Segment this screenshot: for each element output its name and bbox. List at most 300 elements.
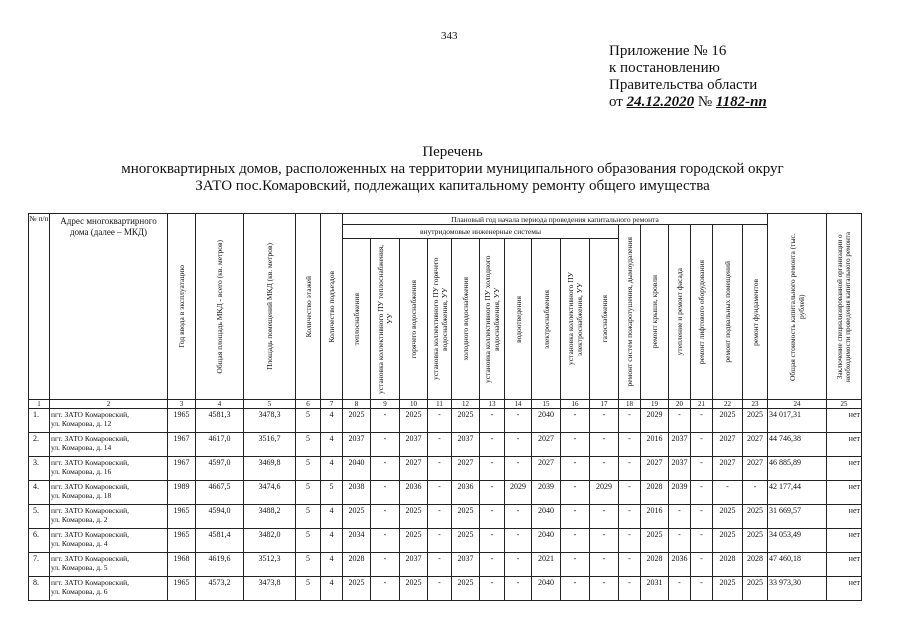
planned-year-cell: 2025: [743, 505, 768, 529]
header-entrances-cell: [321, 214, 343, 400]
planned-year-cell: 2025: [400, 505, 428, 529]
conclusion-cell: нет: [827, 529, 862, 553]
premises-cell: 3516,7: [244, 433, 296, 457]
address-line: ул. Комарова, д. 12: [51, 419, 112, 428]
planned-year-cell: -: [480, 529, 505, 553]
column-number: 12: [452, 400, 480, 409]
address-cell: [50, 577, 168, 601]
header-foundation-cell: [743, 225, 768, 400]
planned-year-cell: -: [371, 433, 400, 457]
table-row: [29, 433, 862, 457]
planned-year-cell: 2039: [532, 481, 561, 505]
header-foundation: ремонт фундаментов: [750, 278, 760, 346]
title-line-2: многоквартирных домов, расположенных на территории муниципального образования городской округ: [121, 161, 784, 177]
planned-year-cell: -: [743, 481, 768, 505]
planned-year-cell: -: [619, 433, 641, 457]
planned-year-cell: 2025: [452, 529, 480, 553]
planned-year-cell: -: [428, 409, 452, 433]
column-number: 23: [743, 400, 768, 409]
address-line: пгт. ЗАТО Комаровский,: [51, 506, 129, 515]
planned-year-cell: 2027: [400, 457, 428, 481]
cost-cell: 31 669,57: [768, 505, 827, 529]
row-number: 4.: [29, 481, 50, 505]
column-number: 2: [50, 400, 168, 409]
planned-year-cell: -: [561, 553, 590, 577]
column-number: 25: [827, 400, 862, 409]
planned-year-cell: 2025: [452, 505, 480, 529]
row-number: 2.: [29, 433, 50, 457]
entrances-cell: 4: [321, 457, 343, 481]
address-cell: [50, 481, 168, 505]
conclusion-cell: нет: [827, 433, 862, 457]
planned-year-cell: -: [480, 577, 505, 601]
planned-year-cell: -: [590, 409, 619, 433]
column-number: 5: [244, 400, 296, 409]
planned-year-cell: 2037: [400, 433, 428, 457]
header-conclusion-cell: [827, 214, 862, 400]
planned-year-cell: 2027: [532, 433, 561, 457]
row-number: 1.: [29, 409, 50, 433]
header-heating-meter: установка коллективного ПУ теплоснабжения, УУ: [376, 244, 394, 394]
appendix-date-line: [609, 94, 767, 111]
header-floors: Количество этажей: [303, 275, 313, 338]
table-row: [29, 409, 862, 433]
row-number: 7.: [29, 553, 50, 577]
cost-cell: 44 746,38: [768, 433, 827, 457]
planned-year-cell: -: [590, 577, 619, 601]
planned-year-cell: -: [619, 481, 641, 505]
planned-year-cell: -: [691, 505, 713, 529]
column-number: 15: [532, 400, 561, 409]
planned-year-cell: 2036: [400, 481, 428, 505]
planned-year-cell: 2021: [532, 553, 561, 577]
planned-year-cell: -: [561, 457, 590, 481]
planned-year-cell: 2028: [343, 553, 371, 577]
planned-year-cell: -: [561, 409, 590, 433]
planned-year-cell: -: [619, 577, 641, 601]
floors-cell: 5: [296, 409, 321, 433]
column-number: 22: [713, 400, 743, 409]
address-line: пгт. ЗАТО Комаровский,: [51, 530, 129, 539]
planned-year-cell: 2029: [590, 481, 619, 505]
area-cell: 4667,5: [196, 481, 244, 505]
column-number: 7: [321, 400, 343, 409]
column-number: 9: [371, 400, 400, 409]
cost-cell: 42 177,44: [768, 481, 827, 505]
header-electricity: электроснабжения: [541, 289, 551, 349]
planned-year-cell: 2025: [743, 577, 768, 601]
header-facade: утепление и ремонт фасада: [675, 268, 684, 356]
column-number: 1: [29, 400, 50, 409]
header-electricity-meter-cell: [561, 239, 590, 400]
area-cell: 4597,0: [196, 457, 244, 481]
planned-year-cell: 2029: [641, 409, 669, 433]
planned-year-cell: 2027: [452, 457, 480, 481]
planned-year-cell: -: [505, 529, 532, 553]
planned-year-cell: 2025: [343, 409, 371, 433]
address-cell: [50, 505, 168, 529]
planned-year-cell: -: [428, 457, 452, 481]
column-number: 19: [641, 400, 669, 409]
entrances-cell: 4: [321, 529, 343, 553]
year-cell: 1965: [168, 505, 196, 529]
planned-year-cell: -: [561, 529, 590, 553]
header-elevator-cell: [691, 225, 713, 400]
floors-cell: 5: [296, 577, 321, 601]
row-number: 3.: [29, 457, 50, 481]
cost-cell: 34 053,49: [768, 529, 827, 553]
planned-year-cell: -: [480, 457, 505, 481]
header-hot-water-cell: [400, 239, 428, 400]
floors-cell: 5: [296, 481, 321, 505]
address-line: ул. Комарова, д. 14: [51, 443, 112, 452]
premises-cell: 3474,6: [244, 481, 296, 505]
planned-year-cell: 2025: [400, 529, 428, 553]
header-heating-cell: [343, 239, 371, 400]
planned-year-cell: -: [561, 505, 590, 529]
planned-year-cell: 2036: [452, 481, 480, 505]
appendix-line-1: Приложение № 16: [609, 43, 727, 59]
conclusion-cell: нет: [827, 409, 862, 433]
planned-year-cell: -: [480, 409, 505, 433]
header-hot-water-meter: установка коллективного ПУ горячего водоснабжения, УУ: [430, 257, 449, 381]
floors-cell: 5: [296, 505, 321, 529]
address-line: пгт. ЗАТО Комаровский,: [51, 434, 129, 443]
premises-cell: 3478,3: [244, 409, 296, 433]
planned-year-cell: -: [371, 553, 400, 577]
planned-year-cell: -: [428, 529, 452, 553]
planned-year-cell: -: [561, 433, 590, 457]
planned-year-cell: -: [669, 505, 691, 529]
header-heating: теплоснабжения: [352, 292, 361, 346]
year-cell: 1965: [168, 409, 196, 433]
cost-cell: 47 460,18: [768, 553, 827, 577]
planned-year-cell: -: [619, 409, 641, 433]
planned-year-cell: -: [619, 457, 641, 481]
title-line-1: Перечень: [422, 144, 483, 160]
planned-year-cell: 2037: [669, 457, 691, 481]
planned-year-cell: -: [590, 529, 619, 553]
header-address: Адрес многоквартирного дома (далее – МКД): [50, 214, 168, 400]
header-basement: ремонт подвальных помещений: [723, 261, 732, 363]
planned-year-cell: 2025: [400, 577, 428, 601]
year-cell: 1967: [168, 457, 196, 481]
planned-year-cell: 2040: [343, 457, 371, 481]
header-year: Год ввода в эксплуатацию: [177, 265, 186, 348]
planned-year-cell: 2031: [641, 577, 669, 601]
conclusion-cell: нет: [827, 457, 862, 481]
planned-year-cell: 2040: [532, 505, 561, 529]
premises-cell: 3469,8: [244, 457, 296, 481]
number-sign: №: [697, 94, 713, 110]
planned-year-cell: -: [590, 553, 619, 577]
header-electricity-cell: [532, 239, 561, 400]
header-heating-meter-cell: [371, 239, 400, 400]
planned-year-cell: -: [691, 409, 713, 433]
entrances-cell: 4: [321, 505, 343, 529]
planned-year-cell: 2025: [641, 529, 669, 553]
planned-year-cell: -: [505, 409, 532, 433]
planned-year-cell: 2037: [669, 433, 691, 457]
planned-year-cell: -: [590, 457, 619, 481]
header-area-total: Общая площадь МКД - всего (кв. метров): [215, 239, 224, 374]
area-cell: 4581,4: [196, 529, 244, 553]
header-cost-cell: [768, 214, 827, 400]
premises-cell: 3512,3: [244, 553, 296, 577]
address-line: пгт. ЗАТО Комаровский,: [51, 482, 129, 491]
floors-cell: 5: [296, 433, 321, 457]
planned-year-cell: 2027: [713, 433, 743, 457]
header-roof-cell: [641, 225, 669, 400]
premises-cell: 3473,8: [244, 577, 296, 601]
address-cell: [50, 457, 168, 481]
column-number: 4: [196, 400, 244, 409]
cost-cell: 46 885,89: [768, 457, 827, 481]
planned-year-cell: 2025: [713, 577, 743, 601]
cost-cell: 34 017,31: [768, 409, 827, 433]
handwritten-date: 24.12.2020: [626, 94, 695, 110]
address-cell: [50, 409, 168, 433]
planned-year-cell: 2027: [743, 457, 768, 481]
planned-year-cell: 2028: [641, 481, 669, 505]
planned-year-cell: -: [590, 433, 619, 457]
planned-year-cell: 2028: [641, 553, 669, 577]
planned-year-cell: -: [371, 529, 400, 553]
appendix-line-2: к постановлению: [609, 60, 720, 76]
address-line: ул. Комарова, д. 5: [51, 563, 108, 572]
header-floors-cell: [296, 214, 321, 400]
header-planned-year: Плановый год начала периода проведения капитального ремонта: [343, 214, 768, 225]
address-line: пгт. ЗАТО Комаровский,: [51, 578, 129, 587]
row-number: 8.: [29, 577, 50, 601]
header-hot-water: горячего водоснабжения: [409, 279, 418, 359]
planned-year-cell: 2040: [532, 409, 561, 433]
planned-year-cell: -: [371, 457, 400, 481]
entrances-cell: 4: [321, 553, 343, 577]
planned-year-cell: -: [713, 481, 743, 505]
column-number: 14: [505, 400, 532, 409]
planned-year-cell: 2025: [343, 577, 371, 601]
planned-year-cell: -: [691, 481, 713, 505]
header-gas: газоснабжения: [599, 295, 609, 343]
planned-year-cell: -: [590, 505, 619, 529]
planned-year-cell: 2025: [713, 505, 743, 529]
table-row: [29, 553, 862, 577]
planned-year-cell: -: [505, 553, 532, 577]
planned-year-cell: 2025: [452, 409, 480, 433]
floors-cell: 5: [296, 529, 321, 553]
conclusion-cell: нет: [827, 553, 862, 577]
column-number: 11: [428, 400, 452, 409]
planned-year-cell: -: [371, 505, 400, 529]
year-cell: 1968: [168, 553, 196, 577]
planned-year-cell: -: [371, 409, 400, 433]
planned-year-cell: -: [480, 481, 505, 505]
table-row: [29, 457, 862, 481]
header-area-premises: Площадь помещений МКД (кв. метров): [265, 243, 274, 370]
premises-cell: 3488,2: [244, 505, 296, 529]
address-line: ул. Комарова, д. 6: [51, 587, 108, 596]
table-row: [29, 529, 862, 553]
planned-year-cell: -: [480, 505, 505, 529]
year-cell: 1967: [168, 433, 196, 457]
planned-year-cell: -: [480, 553, 505, 577]
planned-year-cell: -: [669, 529, 691, 553]
column-number: 16: [561, 400, 590, 409]
planned-year-cell: -: [428, 577, 452, 601]
planned-year-cell: 2036: [669, 553, 691, 577]
header-facade-cell: [669, 225, 691, 400]
header-hot-water-meter-cell: [428, 239, 452, 400]
year-cell: 1965: [168, 577, 196, 601]
conclusion-cell: нет: [827, 481, 862, 505]
address-line: пгт. ЗАТО Комаровский,: [51, 554, 129, 563]
planned-year-cell: 2025: [743, 529, 768, 553]
floors-cell: 5: [296, 553, 321, 577]
address-cell: [50, 553, 168, 577]
entrances-cell: 4: [321, 577, 343, 601]
planned-year-cell: -: [669, 409, 691, 433]
header-gas-cell: [590, 239, 619, 400]
conclusion-cell: нет: [827, 505, 862, 529]
floors-cell: 5: [296, 457, 321, 481]
planned-year-cell: -: [619, 553, 641, 577]
planned-year-cell: -: [619, 529, 641, 553]
planned-year-cell: -: [691, 433, 713, 457]
planned-year-cell: 2040: [532, 529, 561, 553]
table-row: [29, 577, 862, 601]
planned-year-cell: -: [428, 505, 452, 529]
planned-year-cell: 2025: [713, 409, 743, 433]
header-electricity-meter: установка коллективного ПУ электроснабжения, УУ: [566, 272, 584, 366]
planned-year-cell: 2027: [641, 457, 669, 481]
handwritten-number: 1182-пп: [715, 94, 767, 110]
entrances-cell: 4: [321, 409, 343, 433]
address-line: ул. Комарова, д. 4: [51, 539, 108, 548]
column-number: 6: [296, 400, 321, 409]
planned-year-cell: 2027: [713, 457, 743, 481]
planned-year-cell: 2025: [713, 529, 743, 553]
planned-year-cell: -: [505, 433, 532, 457]
planned-year-cell: 2016: [641, 505, 669, 529]
planned-year-cell: 2029: [505, 481, 532, 505]
appendix-line-3: Правительства области: [609, 77, 758, 93]
planned-year-cell: 2025: [743, 409, 768, 433]
planned-year-cell: 2025: [343, 505, 371, 529]
column-number: 24: [768, 400, 827, 409]
planned-year-cell: -: [480, 433, 505, 457]
header-sewerage-cell: [505, 239, 532, 400]
title-line-3: ЗАТО пос.Комаровский, подлежащих капитальному ремонту общего имущества: [195, 178, 710, 194]
header-row-1: [29, 214, 862, 225]
planned-year-cell: -: [505, 457, 532, 481]
planned-year-cell: 2037: [452, 433, 480, 457]
column-number: 13: [480, 400, 505, 409]
header-engineering: внутридомовые инженерные системы: [343, 225, 619, 239]
planned-year-cell: -: [669, 577, 691, 601]
header-cold-water-meter: установка коллективного ПУ холодного водоснабжения, УУ: [483, 255, 501, 383]
header-cold-water-meter-cell: [480, 239, 505, 400]
column-number: 10: [400, 400, 428, 409]
repair-table: [28, 213, 862, 601]
address-line: ул. Комарова, д. 18: [51, 491, 112, 500]
planned-year-cell: 2016: [641, 433, 669, 457]
header-fire: ремонт систем пожаротушения, дымоудаления: [625, 237, 634, 387]
header-total-cost: Общая стоимость капитального ремонта (тыс. рублей): [788, 232, 806, 381]
planned-year-cell: -: [691, 529, 713, 553]
header-year-cell: [168, 214, 196, 400]
address-line: пгт. ЗАТО Комаровский,: [51, 458, 129, 467]
planned-year-cell: 2037: [452, 553, 480, 577]
planned-year-cell: -: [505, 505, 532, 529]
planned-year-cell: 2037: [400, 553, 428, 577]
header-sewerage: водоотведения: [513, 295, 523, 343]
document-title: [0, 144, 905, 195]
planned-year-cell: -: [691, 577, 713, 601]
planned-year-cell: 2028: [713, 553, 743, 577]
page-number: 343: [441, 30, 458, 42]
column-number: 18: [619, 400, 641, 409]
planned-year-cell: -: [428, 553, 452, 577]
planned-year-cell: 2025: [452, 577, 480, 601]
planned-year-cell: 2040: [532, 577, 561, 601]
column-number: 20: [669, 400, 691, 409]
planned-year-cell: -: [561, 577, 590, 601]
conclusion-cell: нет: [827, 577, 862, 601]
table-row: [29, 481, 862, 505]
row-number: 5.: [29, 505, 50, 529]
planned-year-cell: 2038: [343, 481, 371, 505]
area-cell: 4619,6: [196, 553, 244, 577]
planned-year-cell: 2027: [743, 433, 768, 457]
header-basement-cell: [713, 225, 743, 400]
address-line: ул. Комарова, д. 16: [51, 467, 112, 476]
header-num: № п/п: [29, 214, 50, 400]
address-cell: [50, 529, 168, 553]
header-area-cell: [196, 214, 244, 400]
header-cold-water-cell: [452, 239, 480, 400]
header-roof: ремонт крыши, кровли: [650, 275, 659, 349]
planned-year-cell: -: [619, 505, 641, 529]
year-cell: 1965: [168, 529, 196, 553]
column-numbers-row: [29, 400, 862, 409]
year-cell: 1989: [168, 481, 196, 505]
planned-year-cell: -: [371, 481, 400, 505]
header-premises-cell: [244, 214, 296, 400]
area-cell: 4594,0: [196, 505, 244, 529]
column-number: 17: [590, 400, 619, 409]
planned-year-cell: 2025: [400, 409, 428, 433]
entrances-cell: 4: [321, 433, 343, 457]
entrances-cell: 5: [321, 481, 343, 505]
premises-cell: 3482,0: [244, 529, 296, 553]
planned-year-cell: -: [371, 577, 400, 601]
area-cell: 4573,2: [196, 577, 244, 601]
column-number: 21: [691, 400, 713, 409]
planned-year-cell: 2034: [343, 529, 371, 553]
address-line: пгт. ЗАТО Комаровский,: [51, 410, 129, 419]
header-fire-cell: [619, 225, 641, 400]
from-prefix: от: [609, 94, 623, 110]
column-number: 8: [343, 400, 371, 409]
area-cell: 4581,3: [196, 409, 244, 433]
planned-year-cell: -: [691, 457, 713, 481]
planned-year-cell: -: [561, 481, 590, 505]
address-line: ул. Комарова, д. 2: [51, 515, 108, 524]
cost-cell: 33 973,30: [768, 577, 827, 601]
area-cell: 4617,0: [196, 433, 244, 457]
planned-year-cell: -: [505, 577, 532, 601]
